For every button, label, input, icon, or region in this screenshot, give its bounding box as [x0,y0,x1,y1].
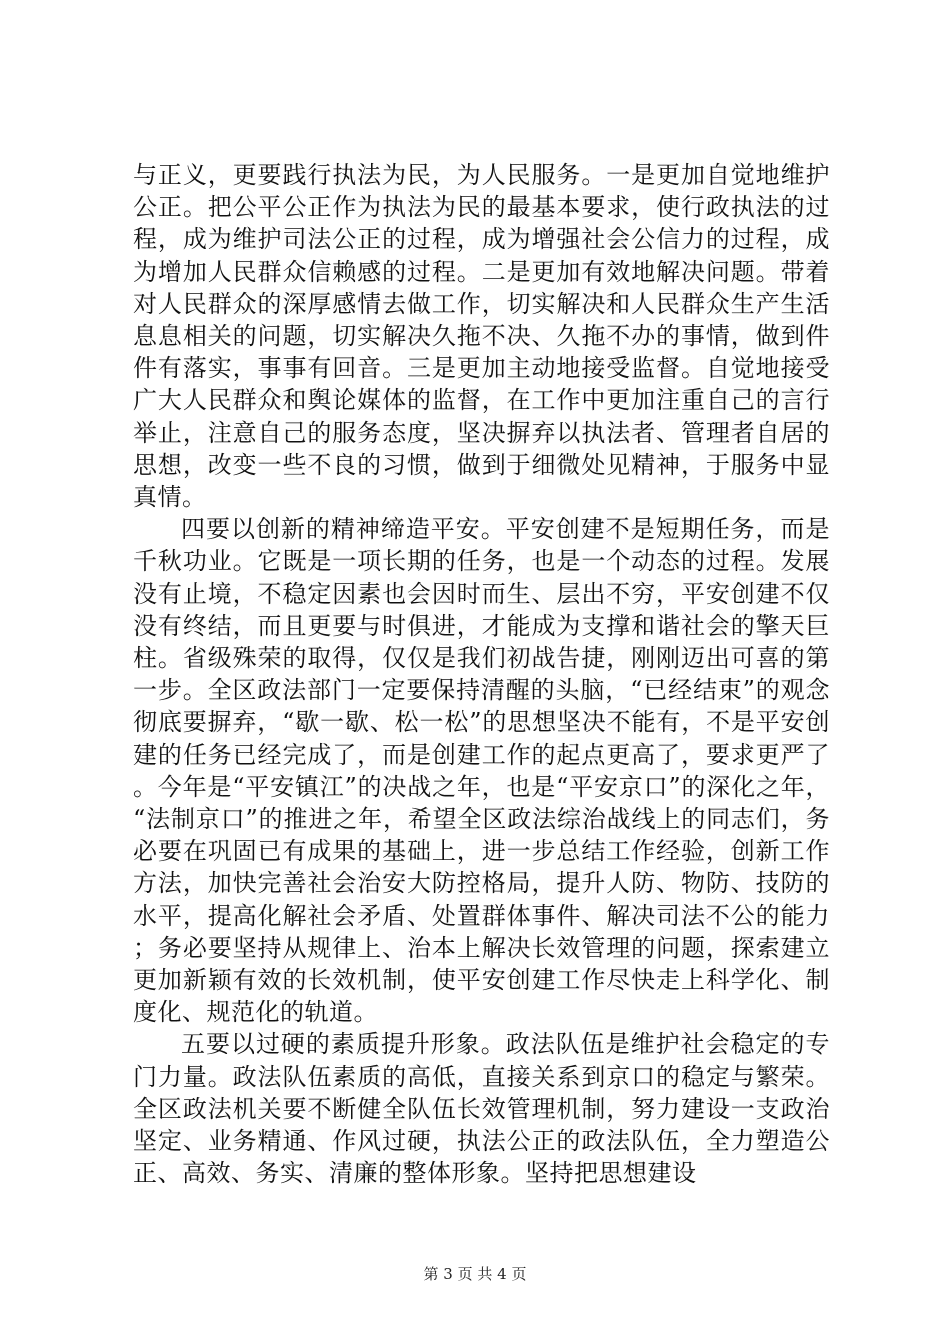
document-body [133,159,830,1190]
page-footer: 第 3 页 共 4 页 [423,1265,527,1283]
paragraph-continuation: 与正义，更要践行执法为民，为人民服务。一是更加自觉地维护公正。把公平公正作为执法为民的最基本要求，使行政执法的过程，成为维护司法公正的过程，成为增强社会公信力的过程，成为增加人民群众信赖感的过程。二是更加有效地解决问题。带着对人民群众的深厚感情去做工作，切实解决和人民群众生产生活息息相关的问题，切实解决久拖不决、久拖不办的事情，做到件件有落实，事事有回音。三是更加主动地接受监督。自觉地接受广大人民群众和舆论媒体的监督，在工作中更加注重自己的言行举止，注意自己的服务态度，坚决摒弃以执法者、管理者自居的思想，改变一些不良的习惯，做到于细微处见精神，于服务中显真情。 [133,161,830,512]
paragraph-quality: 五要以过硬的素质提升形象。政法队伍是维护社会稳定的专门力量。政法队伍素质的高低，直接关系到京口的稳定与繁荣。全区政法机关要不断健全队伍长效管理机制，努力建设一支政治坚定、业务精通、作风过硬，执法公正的政法队伍，全力塑造公正、高效、务实、清廉的整体形象。坚持把思想建设 [133,1030,830,1188]
paragraph-innovation: 四要以创新的精神缔造平安。平安创建不是短期任务，而是千秋功业。它既是一项长期的任务，也是一个动态的过程。发展没有止境，不稳定因素也会因时而生、层出不穷，平安创建不仅没有终结，而且更要与时俱进，才能成为支撑和谐社会的擎天巨柱。省级殊荣的取得，仅仅是我们初战告捷，刚刚迈出可喜的第一步。全区政法部门一定要保持清醒的头脑，“已经结束”的观念彻底要摒弃，“歇一歇、松一松”的思想坚决不能有，不是平安创建的任务已经完成了，而是创建工作的起点更高了，要求更严了。今年是“平安镇江”的决战之年，也是“平安京口”的深化之年，“法制京口”的推进之年，希望全区政法综治战线上的同志们，务必要在巩固已有成果的基础上，进一步总结工作经验，创新工作方法，加快完善社会治安大防控格局，提升人防、物防、技防的水平，提高化解社会矛盾、处置群体事件、解决司法不公的能力；务必要坚持从规律上、治本上解决长效管理的问题，探索建立更加新颖有效的长效机制，使平安创建工作尽快走上科学化、制度化、规范化的轨道。 [133,515,830,1027]
